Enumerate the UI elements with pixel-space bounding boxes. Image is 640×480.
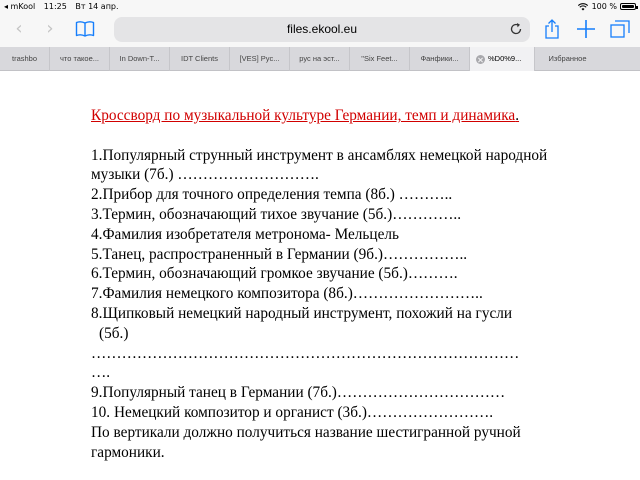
tab[interactable] [170,47,230,71]
tab-label: trashbo [11,54,38,63]
battery-level [622,5,634,8]
tab[interactable] [290,47,350,71]
reload-icon[interactable] [509,22,523,36]
chevron-right-icon[interactable]: › [46,18,54,39]
tab[interactable] [50,47,110,71]
tab-label: %D0%9... [488,54,522,63]
question-1: 1.Популярный струнный инструмент в ансамблях немецкой народной музыки (7б.) ………………………. [91,146,548,184]
tab[interactable] [0,47,50,71]
book-icon[interactable] [75,20,95,38]
tab-label: рус на эст... [299,54,340,63]
time: 11:25 [43,2,67,11]
question-3: 3.Термин, обозначающий тихое звучание (5б.)………….. [91,205,462,223]
status-bar [0,0,640,13]
tab-label: Фанфики... [420,54,459,63]
url-text[interactable]: files.ekool.eu [286,22,358,36]
question-10: 10. Немецкий композитор и органист (3б.)……………………. [91,403,494,421]
tab[interactable] [230,47,290,71]
browser-toolbar [0,13,640,47]
carrier: ◂ mKool [4,2,36,11]
tab-label: [VES] Рус... [239,54,280,63]
question-8: 8.Щипковый немецкий народный инструмент, похожий на гусли [91,304,513,322]
tab-label: Избранное [548,54,587,63]
share-icon[interactable] [544,19,560,39]
chevron-left-icon[interactable]: ‹ [15,18,23,39]
tab-label: IDT Clients [181,54,218,63]
close-icon[interactable] [476,55,485,64]
status-right [578,2,636,11]
tab[interactable] [535,47,600,71]
date: Вт 14 апр. [75,2,119,11]
document [91,106,596,462]
tab[interactable] [350,47,410,71]
tabs-icon[interactable] [610,20,630,38]
plus-icon[interactable] [576,19,596,39]
tab[interactable] [410,47,470,71]
battery-percent: 100 % [591,2,617,11]
document-title [91,106,596,126]
question-6: 6.Термин, обозначающий громкое звучание (5б.)………. [91,265,458,283]
tab-strip [0,47,640,71]
question-9: 9.Популярный танец в Германии (7б.)…………………………… [91,384,506,402]
question-8-dots: ………………………………………………………………………… [91,344,520,362]
address-bar[interactable] [114,17,530,42]
question-8-dots-end: …. [91,364,111,382]
footer-instruction: По вертикали должно получиться название шестигранной ручной гармоники. [91,423,521,461]
question-2: 2.Прибор для точного определения темпа (8б.) ……….. [91,186,453,204]
tab-label: что такое... [60,54,99,63]
question-7: 7.Фамилия немецкого композитора (8б.)…………………….. [91,285,483,303]
battery-icon [620,3,636,10]
tab[interactable] [110,47,170,71]
tab-active[interactable] [470,47,535,71]
title-text: Кроссворд по музыкальной культуре Германии, темп и динамика [91,107,516,124]
title-period: . [515,107,520,124]
status-left [4,2,125,11]
tab-label: "Six Feet... [361,54,398,63]
question-5: 5.Танец, распространенный в Германии (9б.)…………….. [91,245,468,263]
question-8-points: (5б.) [99,324,129,342]
question-4: 4.Фамилия изобретателя метронома- Мельцель [91,225,399,243]
tab-label: In Down-T... [119,54,160,63]
wifi-icon [578,3,588,11]
